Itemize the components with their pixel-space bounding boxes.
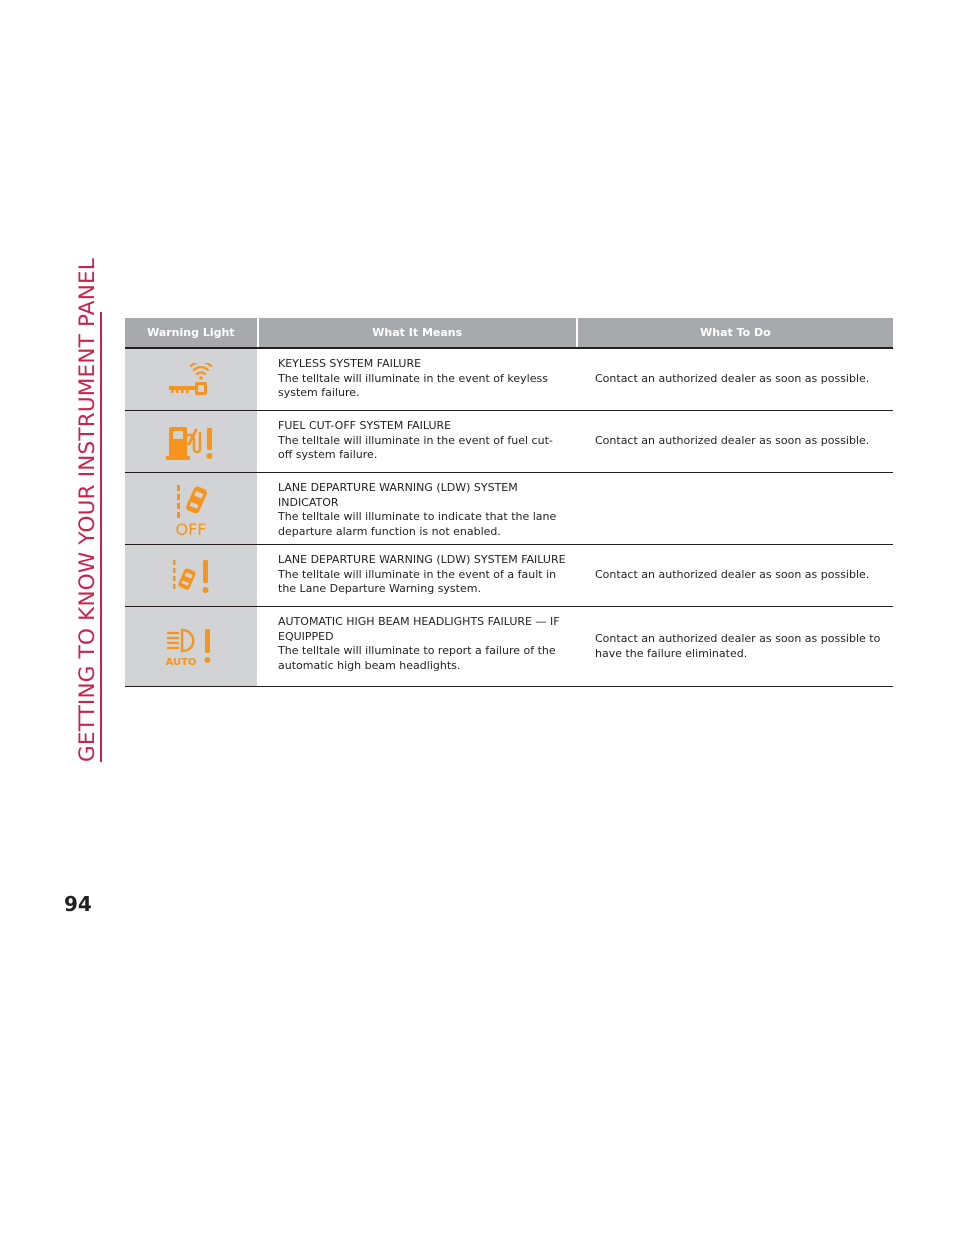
warning-title: AUTOMATIC HIGH BEAM HEADLIGHTS FAILURE — IF EQUIPPED — [278, 615, 560, 643]
warning-light-cell — [125, 349, 257, 410]
section-divider — [100, 312, 102, 762]
warning-description: The telltale will illuminate in the event of a fault in the Lane Departure Warning system. — [278, 567, 557, 595]
what-it-means-cell — [259, 473, 576, 544]
table-row — [125, 607, 893, 687]
table-header — [125, 318, 893, 349]
off-icon-label: OFF — [175, 519, 207, 537]
warning-title: LANE DEPARTURE WARNING (LDW) SYSTEM INDICATOR — [278, 481, 518, 509]
warning-title: LANE DEPARTURE WARNING (LDW) SYSTEM FAILURE — [278, 553, 566, 566]
what-to-do-cell — [578, 607, 893, 686]
what-to-do-cell — [578, 411, 893, 472]
warning-light-cell — [125, 473, 257, 544]
action-text: Contact an authorized dealer as soon as possible. — [595, 372, 870, 386]
table-row — [125, 411, 893, 473]
action-text: Contact an authorized dealer as soon as possible to have the failure eliminated. — [595, 632, 881, 660]
header-what-it-means: What It Means — [259, 318, 576, 347]
what-it-means-cell — [259, 411, 576, 472]
lane-departure-failure-icon — [167, 557, 215, 595]
warning-title: FUEL CUT-OFF SYSTEM FAILURE — [278, 419, 452, 432]
table-row — [125, 545, 893, 607]
warning-light-cell — [125, 411, 257, 472]
keyless-system-icon — [167, 363, 215, 397]
lane-departure-off-icon — [167, 481, 215, 537]
what-it-means-cell — [259, 349, 576, 410]
table-row — [125, 349, 893, 411]
what-to-do-cell — [578, 545, 893, 606]
warning-description: The telltale will illuminate to report a failure of the automatic high beam headlights. — [278, 644, 556, 672]
warning-description: The telltale will illuminate in the event of keyless system failure. — [278, 371, 548, 399]
section-title: GETTING TO KNOW YOUR INSTRUMENT PANEL — [75, 258, 100, 762]
warning-light-cell — [125, 545, 257, 606]
what-to-do-cell — [578, 473, 893, 544]
warning-description: The telltale will illuminate to indicate that the lane departure alarm function is not enabled. — [278, 510, 557, 538]
what-it-means-cell — [259, 545, 576, 606]
auto-high-beam-failure-icon — [165, 627, 217, 667]
header-warning-light: Warning Light — [125, 318, 257, 347]
table-row — [125, 473, 893, 545]
action-text: Contact an authorized dealer as soon as possible. — [595, 568, 870, 582]
fuel-cutoff-icon — [165, 423, 217, 461]
auto-icon-label: AUTO — [165, 656, 197, 667]
what-to-do-cell — [578, 349, 893, 410]
header-what-to-do: What To Do — [578, 318, 893, 347]
warning-lights-table — [125, 318, 893, 687]
action-text: Contact an authorized dealer as soon as possible. — [595, 434, 870, 448]
page-number: 94 — [64, 892, 92, 916]
warning-description: The telltale will illuminate in the event of fuel cut-off system failure. — [278, 433, 553, 461]
warning-light-cell — [125, 607, 257, 686]
what-it-means-cell — [259, 607, 576, 686]
warning-title: KEYLESS SYSTEM FAILURE — [278, 357, 422, 370]
